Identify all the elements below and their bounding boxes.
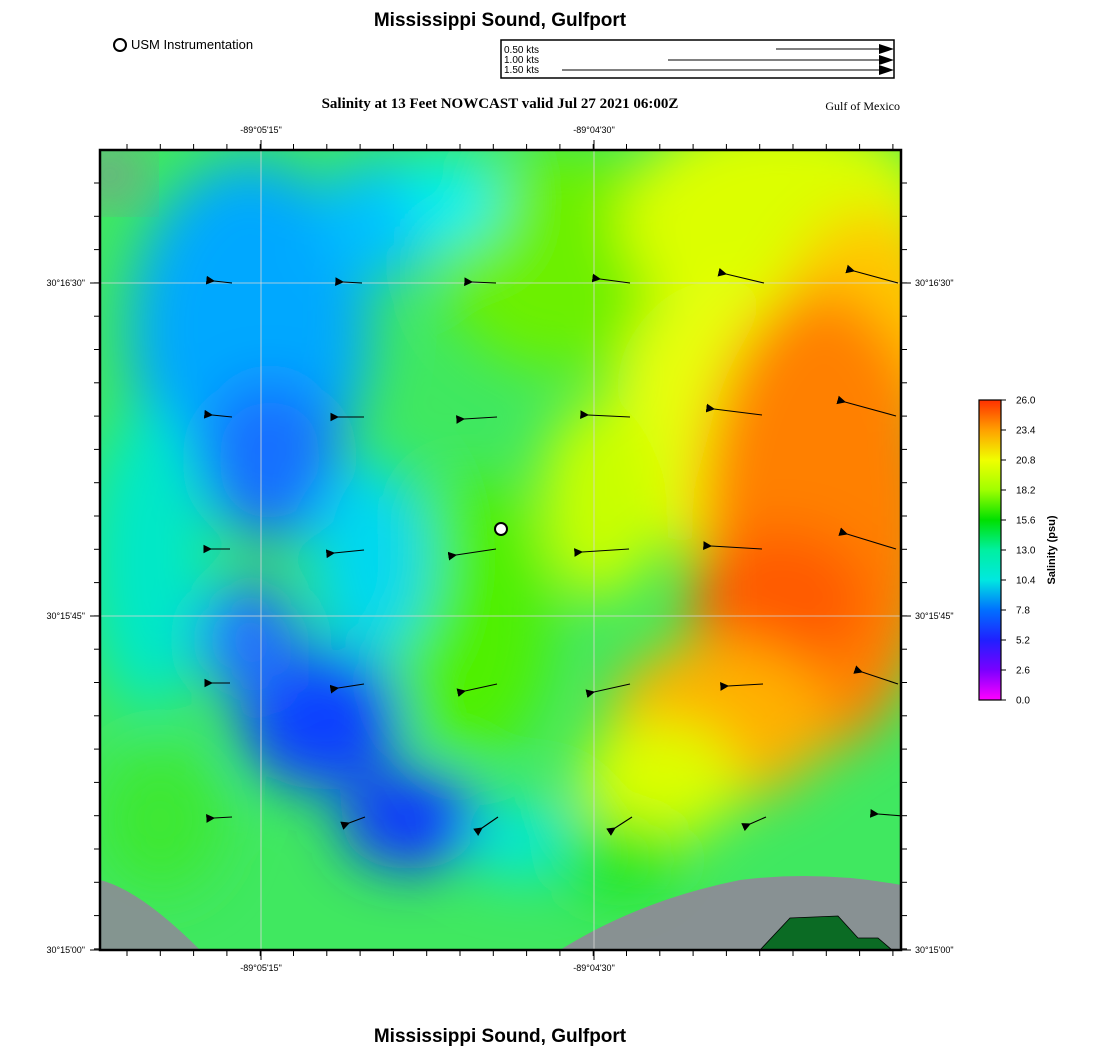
station-legend-label: USM Instrumentation xyxy=(131,37,254,52)
colorbar-tick-label: 15.6 xyxy=(1016,515,1036,527)
lat-label-right-1: 30°16'30" xyxy=(915,278,954,288)
speed-legend-label-1: 0.50 kts xyxy=(504,45,540,56)
colorbar-tick-label: 0.0 xyxy=(1016,695,1030,707)
speed-legend xyxy=(501,40,894,78)
colorbar-tick-label: 18.2 xyxy=(1016,485,1036,497)
speed-legend-label-3: 1.50 kts xyxy=(504,65,540,76)
colorbar-tick-label: 13.0 xyxy=(1016,545,1036,557)
footer-title: Mississippi Sound, Gulfport xyxy=(373,1026,627,1047)
colorbar-tick-label: 10.4 xyxy=(1016,575,1036,587)
colorbar-title: Salinity (psu) xyxy=(1046,515,1058,585)
colorbar-tick-label: 5.2 xyxy=(1016,635,1030,647)
lon-label-bottom-2: -89°04'30" xyxy=(573,963,615,973)
colorbar-tick-label: 2.6 xyxy=(1016,665,1030,677)
colorbar-tick-label: 26.0 xyxy=(1016,395,1036,407)
lat-label-right-3: 30°15'00" xyxy=(915,945,954,955)
lon-label-bottom-1: -89°05'15" xyxy=(240,963,282,973)
colorbar-tick-label: 7.8 xyxy=(1016,605,1030,617)
map-title: Mississippi Sound, Gulfport xyxy=(373,10,627,31)
colorbar-tick-label: 23.4 xyxy=(1016,425,1036,437)
lon-label-top-1: -89°05'15" xyxy=(240,125,282,135)
usm-station-marker[interactable] xyxy=(495,523,507,535)
region-label: Gulf of Mexico xyxy=(825,99,900,113)
colorbar xyxy=(979,396,1058,707)
lat-label-left-2: 30°15'45" xyxy=(46,611,85,621)
salinity-field xyxy=(75,110,960,950)
lat-label-left-3: 30°15'00" xyxy=(46,945,85,955)
map-subtitle: Salinity at 13 Feet NOWCAST valid Jul 27 2021 06:00Z xyxy=(321,96,679,112)
lat-label-right-2: 30°15'45" xyxy=(915,611,954,621)
lon-label-top-2: -89°04'30" xyxy=(573,125,615,135)
colorbar-tick-label: 20.8 xyxy=(1016,455,1036,467)
speed-legend-label-2: 1.00 kts xyxy=(504,55,540,66)
lat-label-left-1: 30°16'30" xyxy=(46,278,85,288)
